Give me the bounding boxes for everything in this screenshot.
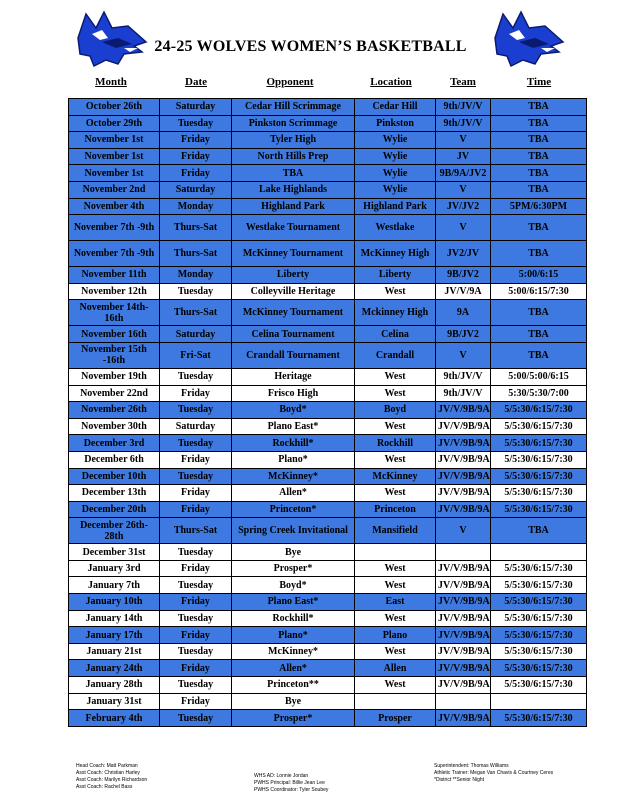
cell-time: TBA [491,518,587,544]
cell-day: Tuesday [160,677,232,694]
table-row [69,485,587,502]
cell-day: Friday [160,560,232,577]
cell-time [491,693,587,710]
cell-month: January 17th [69,627,160,644]
cell-location: Boyd [355,402,436,419]
cell-day: Saturday [160,181,232,198]
cell-opponent: Heritage [232,368,355,385]
cell-team: JV/V/9B/9A [436,594,491,611]
cell-team: JV/V/9B/9A [436,660,491,677]
cell-opponent: Lake Highlands [232,181,355,198]
cell-month: January 24th [69,660,160,677]
cell-location: Prosper [355,710,436,727]
cell-opponent: Cedar Hill Scrimmage [232,99,355,116]
cell-time: 5/5:30/6:15/7:30 [491,451,587,468]
table-row [69,326,587,343]
table-row [69,267,587,284]
cell-team: 9B/JV2 [436,326,491,343]
cell-opponent: TBA [232,165,355,182]
cell-month: November 26th [69,402,160,419]
table-row [69,342,587,368]
cell-month: November 22nd [69,385,160,402]
cell-opponent: McKinney* [232,468,355,485]
table-row [69,115,587,132]
cell-day: Tuesday [160,610,232,627]
cell-opponent: Plano East* [232,418,355,435]
cell-time: TBA [491,148,587,165]
cell-opponent: McKinney Tournament [232,300,355,326]
cell-team: JV/V/9B/9A [436,451,491,468]
cell-location: Wylie [355,148,436,165]
cell-time: TBA [491,326,587,343]
cell-month: October 26th [69,99,160,116]
cell-month: December 31st [69,544,160,561]
cell-day: Friday [160,627,232,644]
header-team: Team [450,76,476,88]
cell-month: November 15th -16th [69,342,160,368]
cell-day: Saturday [160,326,232,343]
cell-day: Saturday [160,99,232,116]
footer-line: PWHS Coordinator: Tyler Soubey [254,787,329,793]
cell-time: 5/5:30/6:15/7:30 [491,710,587,727]
cell-team: JV/V/9B/9A [436,418,491,435]
table-row [69,710,587,727]
cell-time: 5PM/6:30PM [491,198,587,215]
page-title: 24-25 WOLVES WOMEN’S BASKETBALL [154,38,467,55]
cell-time: 5:00/5:00/6:15 [491,368,587,385]
cell-team: JV/JV2 [436,198,491,215]
cell-location: Mckinney High [355,300,436,326]
cell-day: Tuesday [160,643,232,660]
table-row [69,677,587,694]
cell-opponent: Princeton* [232,501,355,518]
cell-day: Friday [160,148,232,165]
cell-location [355,693,436,710]
cell-opponent: Rockhill* [232,435,355,452]
cell-time: 5/5:30/6:15/7:30 [491,435,587,452]
cell-team: JV/V/9B/9A [436,435,491,452]
cell-location: West [355,385,436,402]
cell-day: Thurs-Sat [160,300,232,326]
cell-location: Mansifield [355,518,436,544]
cell-time: 5/5:30/6:15/7:30 [491,660,587,677]
cell-day: Friday [160,485,232,502]
table-row [69,148,587,165]
cell-opponent: Allen* [232,660,355,677]
cell-opponent: Allen* [232,485,355,502]
cell-location: Rockhill [355,435,436,452]
table-row [69,468,587,485]
cell-time: TBA [491,241,587,267]
header-opponent: Opponent [266,76,314,88]
cell-team: V [436,518,491,544]
cell-opponent: Westlake Tournament [232,215,355,241]
cell-time: 5/5:30/6:15/7:30 [491,627,587,644]
cell-location: West [355,283,436,300]
cell-opponent: Colleyville Heritage [232,283,355,300]
cell-month: January 14th [69,610,160,627]
cell-opponent: Boyd* [232,577,355,594]
cell-month: December 3rd [69,435,160,452]
cell-time: 5/5:30/6:15/7:30 [491,501,587,518]
cell-team: 9B/9A/JV2 [436,165,491,182]
cell-time: TBA [491,215,587,241]
table-row [69,660,587,677]
table-row [69,451,587,468]
cell-location: Wylie [355,132,436,149]
cell-location: Pinkston [355,115,436,132]
cell-month: November 11th [69,267,160,284]
header-location: Location [370,76,412,88]
cell-day: Tuesday [160,368,232,385]
cell-location: Wylie [355,181,436,198]
table-row [69,368,587,385]
cell-month: December 6th [69,451,160,468]
table-row [69,577,587,594]
schedule-table [68,98,587,727]
cell-day: Tuesday [160,402,232,419]
table-row [69,518,587,544]
cell-team: JV/V/9B/9A [436,643,491,660]
table-row [69,241,587,267]
cell-opponent: Plano* [232,451,355,468]
cell-opponent: Bye [232,544,355,561]
cell-time: TBA [491,342,587,368]
cell-month: December 20th [69,501,160,518]
cell-time: 5/5:30/6:15/7:30 [491,485,587,502]
cell-day: Saturday [160,418,232,435]
cell-month: November 14th-16th [69,300,160,326]
cell-team: 9th/JV/V [436,115,491,132]
table-row [69,643,587,660]
table-row [69,132,587,149]
cell-location: West [355,418,436,435]
table-row [69,402,587,419]
cell-day: Thurs-Sat [160,241,232,267]
cell-opponent: Princeton** [232,677,355,694]
footer-line: Asst Coach: Christian Harley [76,770,140,776]
cell-month: December 13th [69,485,160,502]
cell-opponent: Prosper* [232,710,355,727]
cell-location: McKinney [355,468,436,485]
cell-day: Monday [160,198,232,215]
header-time: Time [526,76,552,88]
cell-opponent: Frisco High [232,385,355,402]
cell-location: Allen [355,660,436,677]
table-row [69,181,587,198]
cell-team: V [436,132,491,149]
table-row [69,560,587,577]
table-row [69,544,587,561]
cell-team: JV/V/9B/9A [436,610,491,627]
cell-opponent: Liberty [232,267,355,284]
cell-day: Friday [160,132,232,149]
footer [0,763,621,803]
cell-day: Tuesday [160,577,232,594]
cell-team: JV/V/9B/9A [436,710,491,727]
table-row [69,385,587,402]
cell-location: West [355,485,436,502]
footer-line: *District **Senior Night [434,777,485,783]
cell-opponent: Crandall Tournament [232,342,355,368]
cell-time: TBA [491,300,587,326]
cell-day: Tuesday [160,710,232,727]
cell-month: November 4th [69,198,160,215]
cell-time: TBA [491,99,587,116]
cell-team: JV/V/9B/9A [436,677,491,694]
cell-month: December 26th-28th [69,518,160,544]
cell-month: February 4th [69,710,160,727]
cell-month: January 28th [69,677,160,694]
cell-month: November 1st [69,132,160,149]
cell-day: Tuesday [160,283,232,300]
cell-location: West [355,560,436,577]
cell-time: 5:00/6:15/7:30 [491,283,587,300]
footer-staff [434,763,553,784]
cell-location [355,544,436,561]
table-row [69,610,587,627]
cell-team: 9A [436,300,491,326]
cell-time: 5/5:30/6:15/7:30 [491,677,587,694]
footer-line: PWHS Principal: Billie Jean Lee [254,780,325,786]
footer-line: Head Coach: Matt Parkman [76,763,138,769]
cell-team: 9B/JV2 [436,267,491,284]
cell-opponent: Plano* [232,627,355,644]
cell-team [436,544,491,561]
cell-team: JV/V/9B/9A [436,560,491,577]
cell-location: West [355,368,436,385]
footer-line: Asst Coach: Marilyn Richardson [76,777,148,783]
cell-month: January 31st [69,693,160,710]
cell-team: JV/V/9A [436,283,491,300]
footer-line: Superintendent: Thomas Williams [434,763,509,769]
table-row [69,627,587,644]
footer-line: Athletic Trainer: Megan Van Chavis & Courtney Ceres [434,770,554,776]
cell-time: 5/5:30/6:15/7:30 [491,402,587,419]
cell-location: West [355,451,436,468]
cell-time: 5/5:30/6:15/7:30 [491,594,587,611]
cell-day: Tuesday [160,468,232,485]
cell-opponent: Plano East* [232,594,355,611]
cell-location: West [355,610,436,627]
cell-month: November 1st [69,165,160,182]
cell-time: TBA [491,132,587,149]
cell-time: 5/5:30/6:15/7:30 [491,468,587,485]
cell-day: Thurs-Sat [160,518,232,544]
column-headers [68,76,586,92]
cell-location: West [355,677,436,694]
table-row [69,418,587,435]
cell-day: Friday [160,451,232,468]
cell-location: Princeton [355,501,436,518]
cell-month: January 10th [69,594,160,611]
table-row [69,501,587,518]
cell-day: Friday [160,385,232,402]
cell-month: November 16th [69,326,160,343]
table-row [69,215,587,241]
cell-month: January 21st [69,643,160,660]
cell-opponent: Tyler High [232,132,355,149]
cell-month: January 7th [69,577,160,594]
cell-time: 5/5:30/6:15/7:30 [491,610,587,627]
cell-day: Friday [160,660,232,677]
table-row [69,283,587,300]
cell-opponent: Pinkston Scrimmage [232,115,355,132]
cell-location: West [355,577,436,594]
cell-day: Tuesday [160,115,232,132]
cell-time: TBA [491,181,587,198]
cell-location: Highland Park [355,198,436,215]
table-row [69,435,587,452]
cell-opponent: Spring Creek Invitational [232,518,355,544]
table-row [69,594,587,611]
cell-time: TBA [491,115,587,132]
footer-line: WHS AD: Lonnie Jordan [254,773,309,779]
cell-location: McKinney High [355,241,436,267]
cell-month: November 2nd [69,181,160,198]
cell-time: 5:30/5:30/7:00 [491,385,587,402]
cell-time: 5/5:30/6:15/7:30 [491,418,587,435]
cell-location: Plano [355,627,436,644]
cell-day: Monday [160,267,232,284]
cell-day: Tuesday [160,544,232,561]
table-row [69,300,587,326]
cell-team: V [436,181,491,198]
cell-day: Thurs-Sat [160,215,232,241]
cell-team: JV/V/9B/9A [436,485,491,502]
cell-opponent: McKinney* [232,643,355,660]
cell-opponent: Rockhill* [232,610,355,627]
cell-opponent: Prosper* [232,560,355,577]
cell-team: 9th/JV/V [436,99,491,116]
cell-day: Fri-Sat [160,342,232,368]
cell-day: Friday [160,501,232,518]
cell-team: JV/V/9B/9A [436,627,491,644]
cell-team [436,693,491,710]
cell-opponent: Highland Park [232,198,355,215]
footer-admin [254,773,328,794]
cell-location: East [355,594,436,611]
cell-location: Cedar Hill [355,99,436,116]
cell-team: JV [436,148,491,165]
cell-time: TBA [491,165,587,182]
cell-month: November 12th [69,283,160,300]
cell-opponent: McKinney Tournament [232,241,355,267]
header-date: Date [185,76,207,88]
cell-time: 5/5:30/6:15/7:30 [491,560,587,577]
cell-month: January 3rd [69,560,160,577]
cell-month: October 29th [69,115,160,132]
table-row [69,99,587,116]
cell-day: Tuesday [160,435,232,452]
cell-month: November 1st [69,148,160,165]
cell-opponent: Celina Tournament [232,326,355,343]
cell-location: West [355,643,436,660]
header-month: Month [95,76,127,88]
cell-time: 5:00/6:15 [491,267,587,284]
table-row [69,693,587,710]
cell-day: Friday [160,594,232,611]
cell-location: Westlake [355,215,436,241]
cell-opponent: North Hills Prep [232,148,355,165]
table-row [69,198,587,215]
cell-day: Friday [160,165,232,182]
cell-day: Friday [160,693,232,710]
cell-time: 5/5:30/6:15/7:30 [491,643,587,660]
cell-month: November 7th -9th [69,241,160,267]
cell-location: Crandall [355,342,436,368]
cell-team: 9th/JV/V [436,368,491,385]
table-row [69,165,587,182]
cell-location: Celina [355,326,436,343]
cell-location: Wylie [355,165,436,182]
cell-location: Liberty [355,267,436,284]
cell-month: November 7th -9th [69,215,160,241]
cell-team: JV/V/9B/9A [436,577,491,594]
cell-opponent: Boyd* [232,402,355,419]
cell-month: November 30th [69,418,160,435]
cell-month: November 19th [69,368,160,385]
cell-time [491,544,587,561]
footer-line: Asst Coach: Rachel Bass [76,784,133,790]
cell-team: 9th/JV/V [436,385,491,402]
cell-team: V [436,215,491,241]
cell-opponent: Bye [232,693,355,710]
cell-month: December 10th [69,468,160,485]
cell-team: V [436,342,491,368]
cell-team: JV/V/9B/9A [436,501,491,518]
cell-team: JV2/JV [436,241,491,267]
cell-team: JV/V/9B/9A [436,402,491,419]
cell-time: 5/5:30/6:15/7:30 [491,577,587,594]
footer-coaches [76,763,147,791]
cell-team: JV/V/9B/9A [436,468,491,485]
